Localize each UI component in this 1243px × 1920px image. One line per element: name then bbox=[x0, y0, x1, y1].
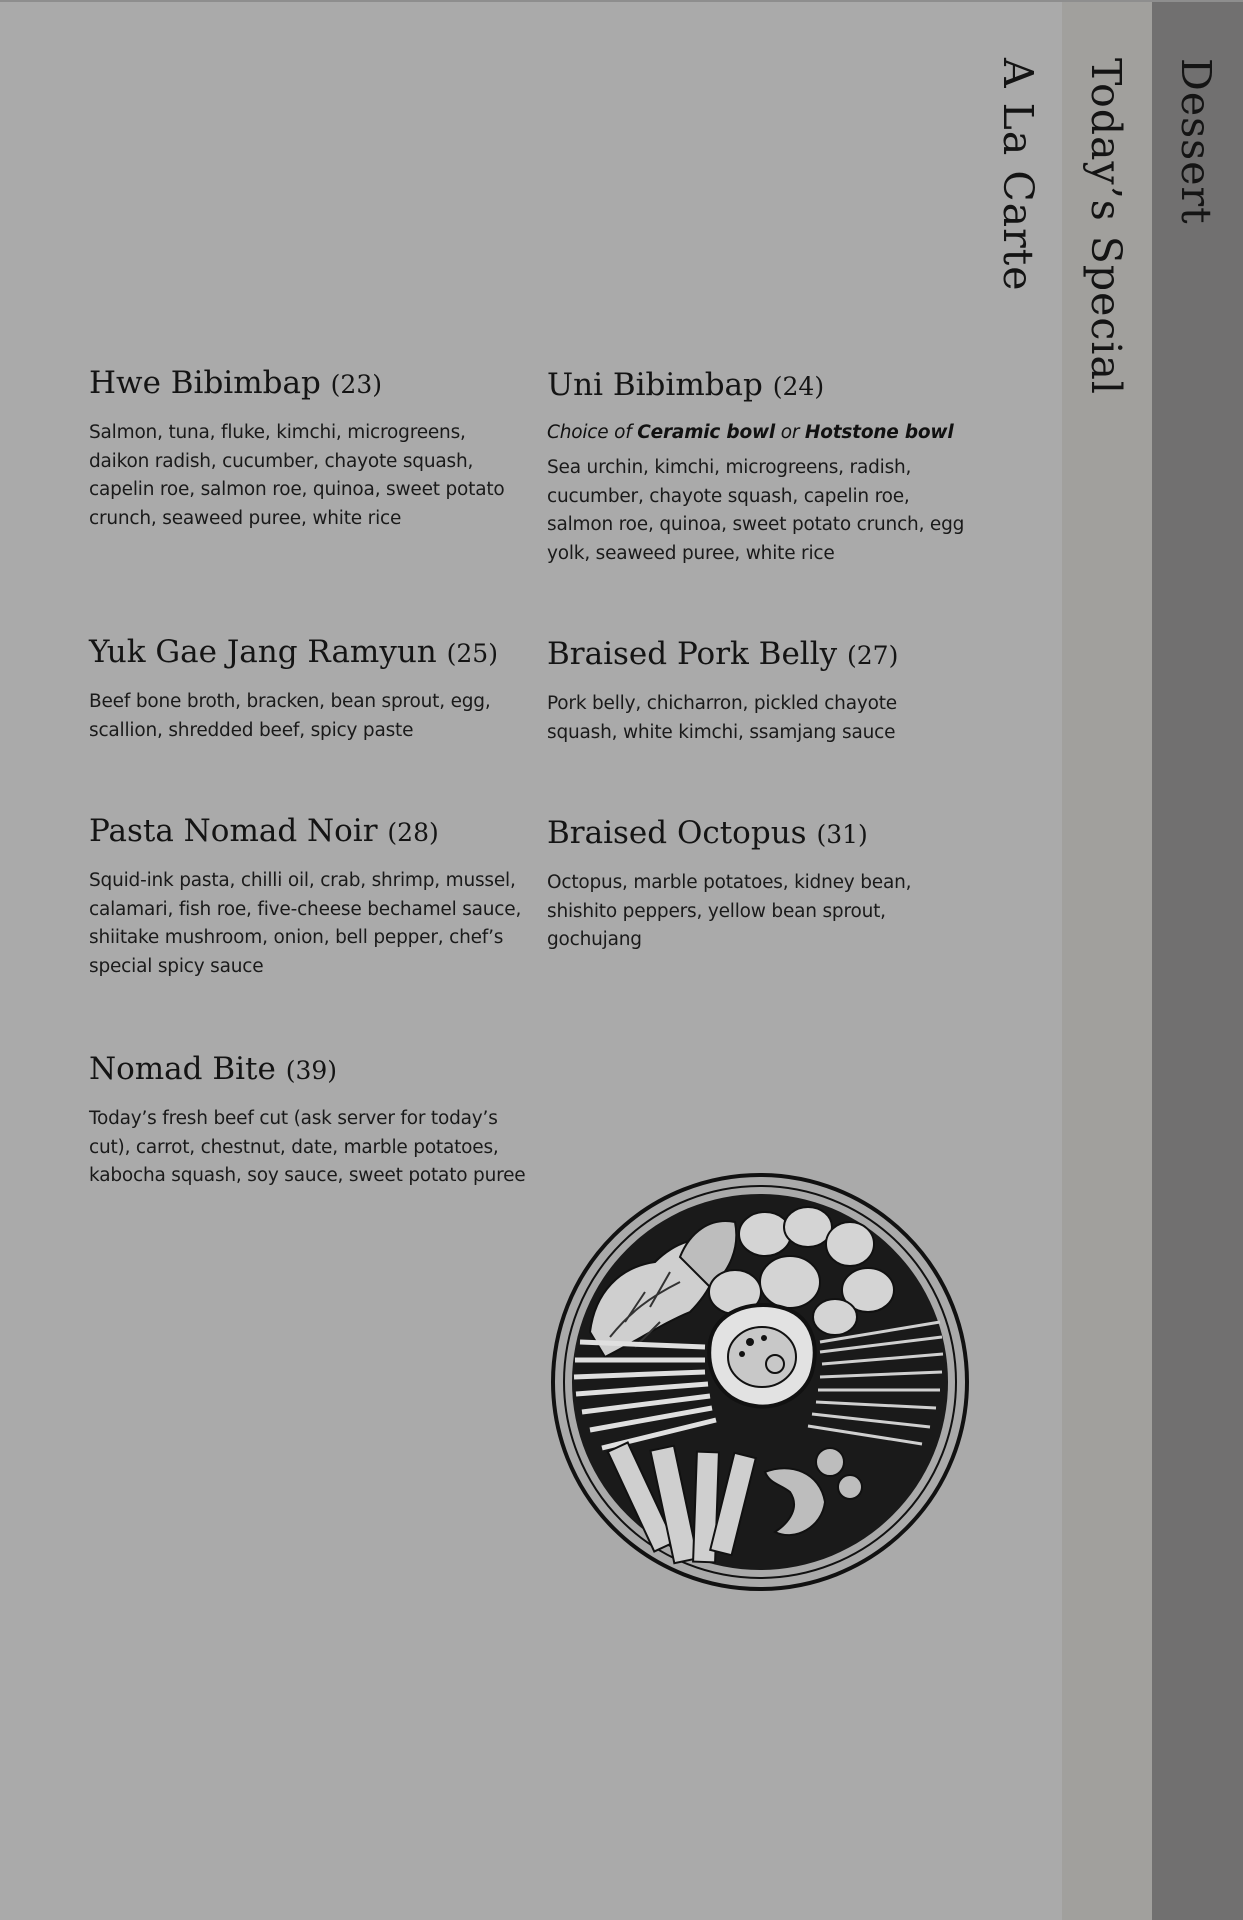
item-description: Octopus, marble potatoes, kidney bean, shishito peppers, yellow bean sprout, gochujang bbox=[547, 872, 912, 950]
item-title bbox=[547, 635, 947, 675]
bowl-choice bbox=[547, 419, 977, 447]
menu-item bbox=[547, 814, 947, 955]
item-description: Squid-ink pasta, chilli oil, crab, shrimp, mussel, calamari, fish roe, five-cheese bechamel sauce, shiitake mushroom, onion, bell pepper, chef’s special spicy sauce bbox=[89, 870, 522, 977]
item-name: Yuk Gae Jang Ramyun bbox=[89, 634, 437, 670]
tab-a-la-carte-label[interactable]: A La Carte bbox=[994, 58, 1042, 292]
item-description: Beef bone broth, bracken, bean sprout, egg, scallion, shredded beef, spicy paste bbox=[89, 691, 491, 741]
item-title bbox=[89, 1050, 529, 1090]
menu-item bbox=[89, 364, 529, 533]
item-price: (23) bbox=[330, 370, 382, 399]
item-name: Nomad Bite bbox=[89, 1051, 276, 1087]
item-price: (31) bbox=[816, 820, 868, 849]
item-title bbox=[89, 633, 529, 673]
choice-prefix: Choice of bbox=[547, 422, 632, 443]
item-description: Today’s fresh beef cut (ask server for today’s cut), carrot, chestnut, date, marble potatoes, kabocha squash, soy sauce, sweet potato puree bbox=[89, 1108, 526, 1186]
item-title bbox=[89, 812, 529, 852]
bibimbap-bowl-icon bbox=[550, 1172, 970, 1592]
choice-hotstone-bowl: Hotstone bowl bbox=[804, 422, 954, 443]
item-title bbox=[547, 814, 947, 854]
item-description: Pork belly, chicharron, pickled chayote squash, white kimchi, ssamjang sauce bbox=[547, 693, 897, 743]
item-name: Hwe Bibimbap bbox=[89, 365, 321, 401]
item-title bbox=[89, 364, 529, 404]
choice-joiner: or bbox=[780, 422, 800, 443]
menu-item bbox=[89, 633, 529, 745]
item-price: (25) bbox=[446, 639, 498, 668]
item-name: Uni Bibimbap bbox=[547, 367, 763, 403]
menu-item bbox=[547, 366, 977, 568]
item-description: Salmon, tuna, fluke, kimchi, microgreens, daikon radish, cucumber, chayote squash, capelin roe, salmon roe, quinoa, sweet potato crunch, seaweed puree, white rice bbox=[89, 422, 505, 529]
menu-item bbox=[89, 1050, 529, 1191]
item-price: (39) bbox=[285, 1056, 338, 1085]
tab-dessert-label[interactable]: Dessert bbox=[1172, 58, 1220, 225]
menu-item bbox=[547, 635, 947, 747]
item-title bbox=[547, 366, 977, 406]
item-name: Braised Octopus bbox=[547, 815, 807, 851]
item-price: (24) bbox=[772, 372, 825, 401]
item-price: (28) bbox=[387, 818, 439, 847]
item-name: Pasta Nomad Noir bbox=[89, 813, 378, 849]
choice-ceramic-bowl: Ceramic bowl bbox=[637, 422, 776, 443]
menu-item bbox=[89, 812, 529, 981]
item-price: (27) bbox=[847, 641, 899, 670]
tab-todays-special-label[interactable]: Today’s Special bbox=[1082, 58, 1130, 396]
item-name: Braised Pork Belly bbox=[547, 636, 838, 672]
tab-dessert[interactable] bbox=[1152, 2, 1243, 1920]
item-description: Sea urchin, kimchi, microgreens, radish, cucumber, chayote squash, capelin roe, salmon roe, quinoa, sweet potato crunch, egg yolk, seaweed puree, white rice bbox=[547, 457, 965, 564]
